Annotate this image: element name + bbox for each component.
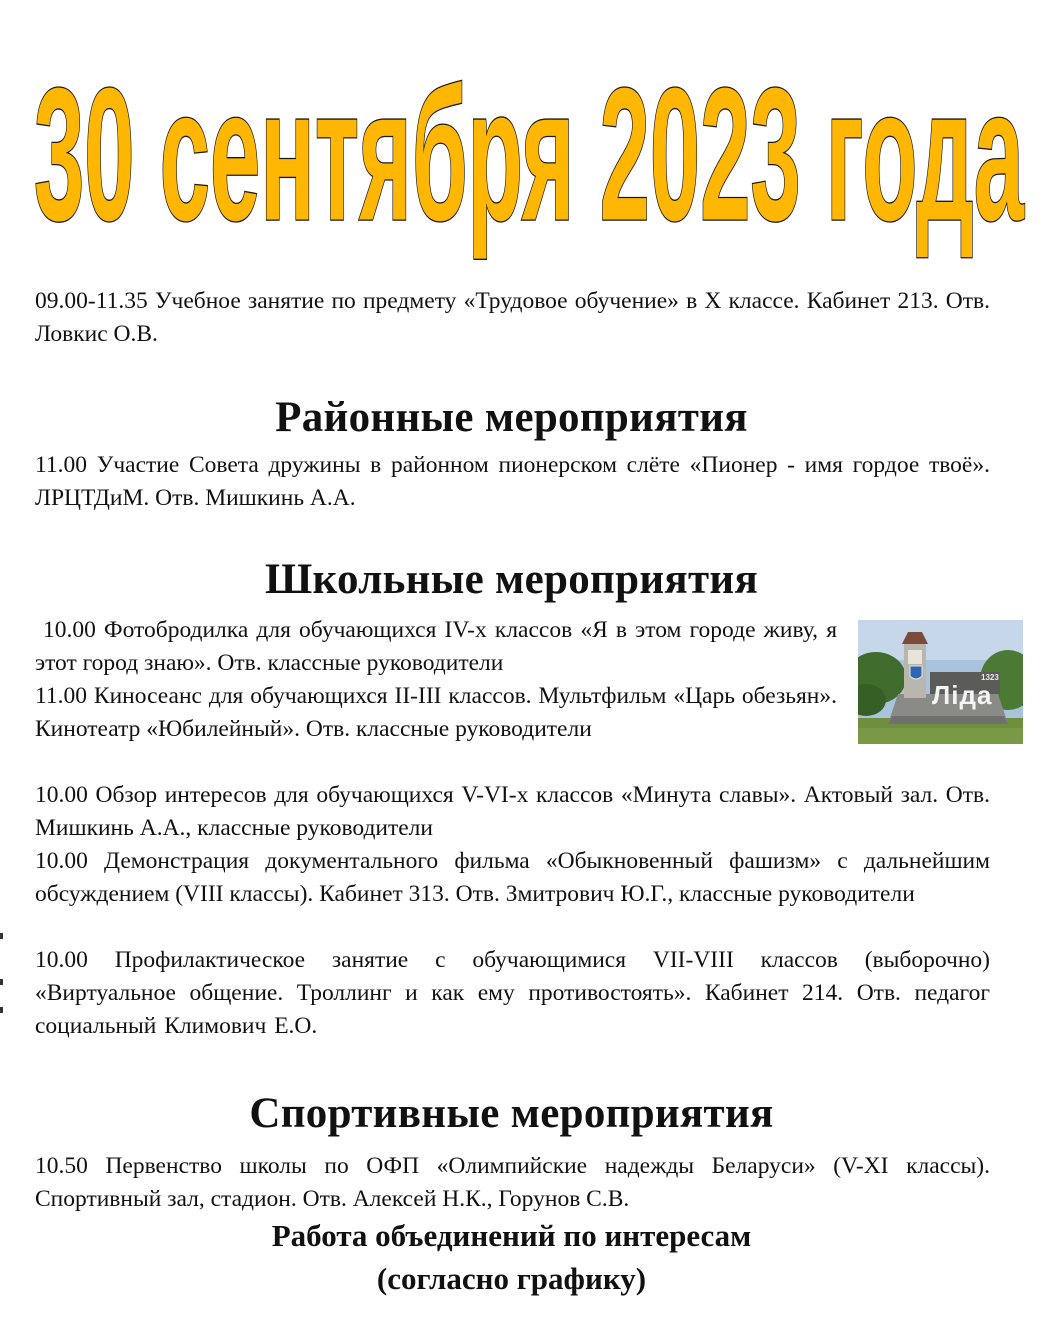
left-edge-marks bbox=[0, 925, 4, 1025]
school-event-item: 11.00 Киносеанс для обучающихся II-III классов. Мультфильм «Царь обезьян». Кинотеатр «Юбилейный». Отв. классные руководители bbox=[35, 683, 837, 742]
page-title bbox=[30, 0, 1030, 260]
district-events-heading: Районные мероприятия bbox=[275, 394, 748, 441]
clubs-heading-line2: (согласно графику) bbox=[376, 1261, 647, 1296]
lida-city-sign-photo bbox=[858, 620, 1023, 744]
intro-lesson: 09.00-11.35 Учебное занятие по предмету «Трудовое обучение» в Х классе. Кабинет 213. Отв. Ловкис О.В. bbox=[35, 288, 990, 347]
page-title-text: 30 сентября 2023 года bbox=[34, 50, 1025, 260]
school-event-item: 10.00 Демонстрация документального фильма «Обыкновенный фашизм» с дальнейшим обсуждением (VIII классы). Кабинет 313. Отв. Змитрович Ю.Г., классные руководители bbox=[35, 848, 990, 907]
clubs-heading-line1: Работа объединений по интересам bbox=[271, 1218, 752, 1253]
page-title-svg bbox=[30, 0, 1030, 260]
photo-year-text: 1323 bbox=[981, 673, 999, 682]
school-event-item: 10.00 Обзор интересов для обучающихся V-VI-х классов «Минута славы». Актовый зал. Отв. Мишкинь А.А., классные руководители bbox=[35, 782, 990, 841]
school-event-item: 10.00 Фотобродилка для обучающихся IV-х классов «Я в этом городе живу, я этот город знаю». Отв. классные руководители bbox=[35, 617, 837, 676]
sports-events-heading: Спортивные мероприятия bbox=[249, 1090, 774, 1137]
school-event-item: 10.00 Профилактическое занятие с обучающимися VII-VIII классов (выборочно) «Виртуальное общение. Троллинг и как ему противостоять». Кабинет 214. Отв. педагог социальный Климович Е.О. bbox=[35, 947, 990, 1039]
school-events-heading: Школьные мероприятия bbox=[264, 556, 759, 603]
sports-event-item: 10.50 Первенство школы по ОФП «Олимпийские надежды Беларуси» (V-XI классы). Спортивный зал, стадион. Отв. Алексей Н.К., Горунов С.В. bbox=[35, 1153, 990, 1212]
district-event-item: 11.00 Участие Совета дружины в районном пионерском слёте «Пионер - имя гордое твоё». ЛРЦТДиМ. Отв. Мишкинь А.А. bbox=[35, 452, 990, 511]
photo-caption-text: Ліда bbox=[932, 680, 993, 710]
lida-city-sign-image bbox=[858, 620, 1023, 744]
